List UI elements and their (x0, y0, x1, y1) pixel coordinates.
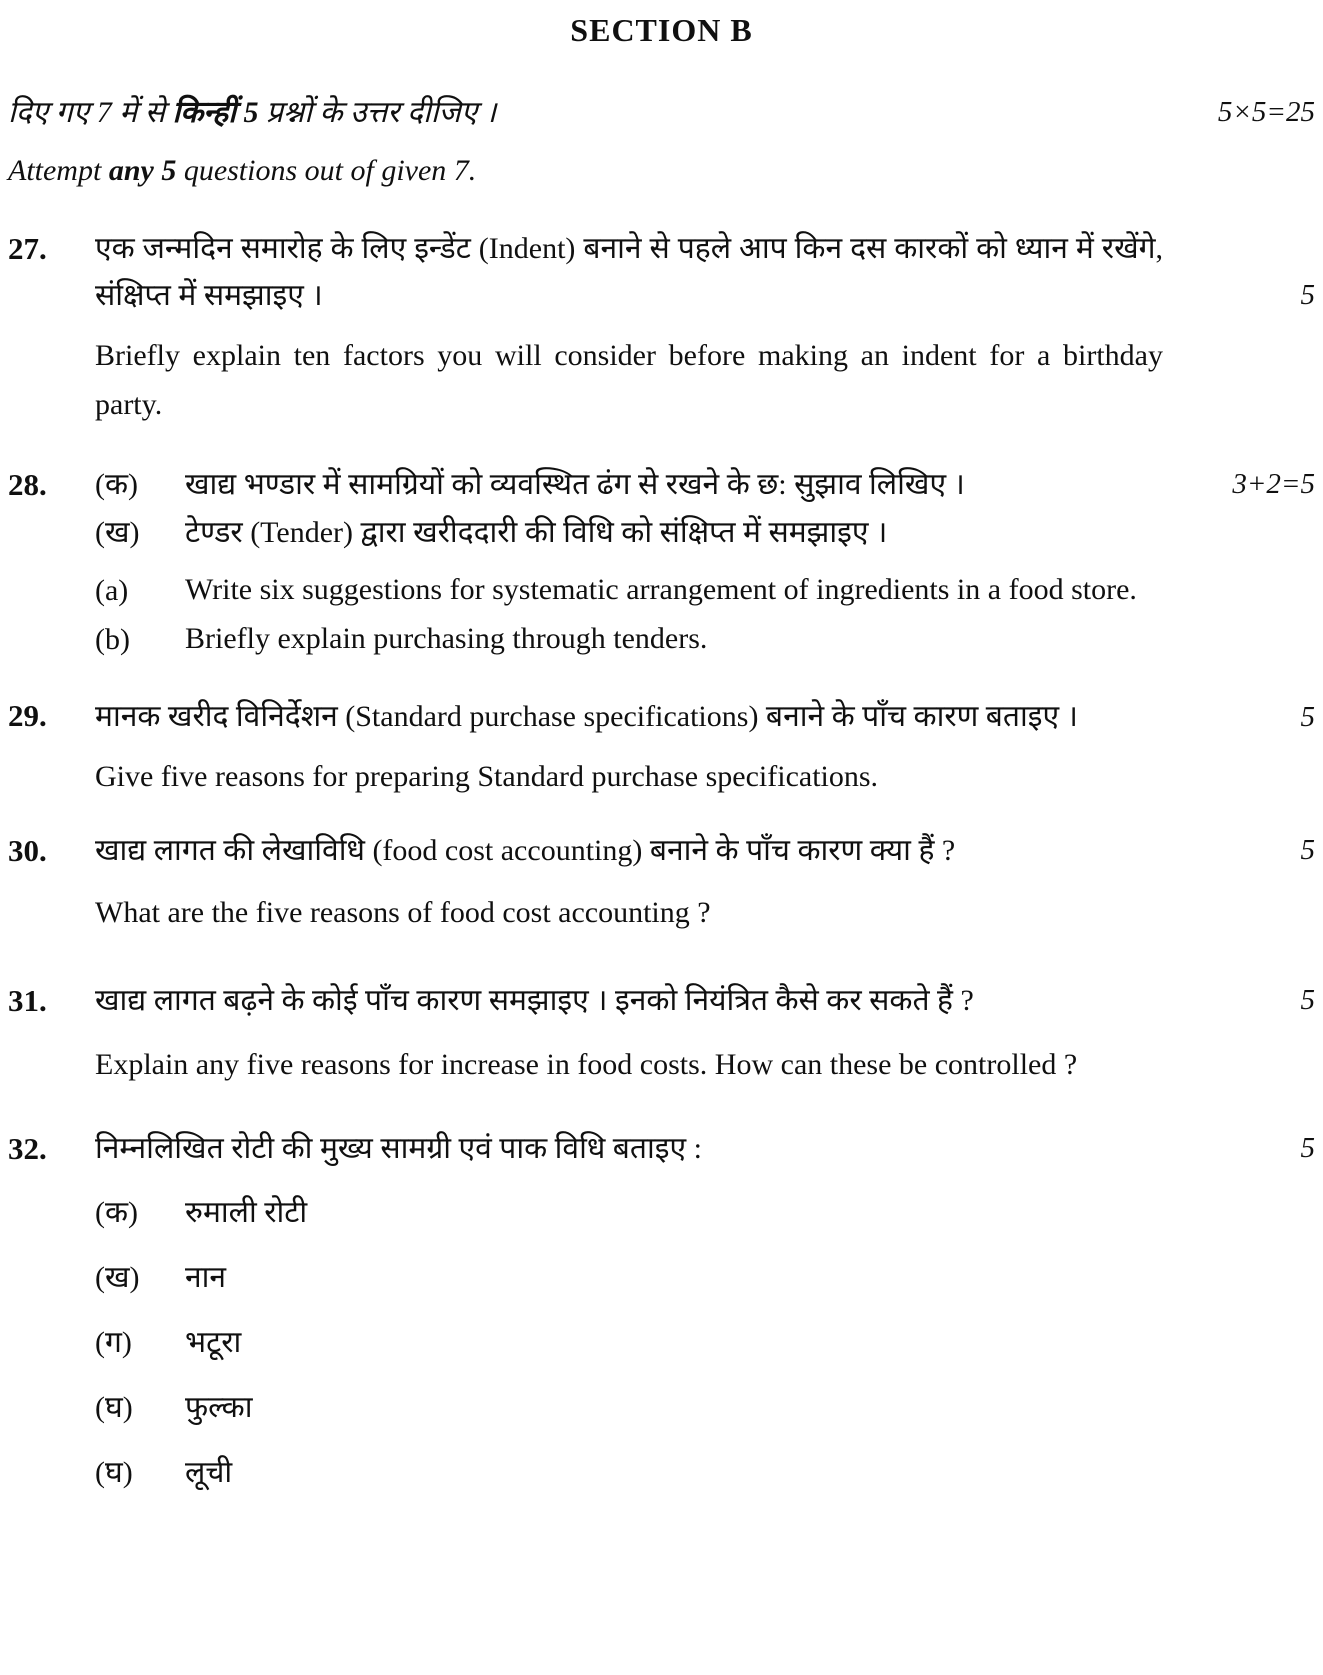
item-text: रुमाली रोटी (185, 1196, 308, 1229)
question-28-part-ka (95, 461, 1315, 508)
question-28-part-a (95, 566, 1163, 615)
item-label: (ग) (95, 1326, 132, 1359)
instruction-marks: 5×5=25 (1217, 96, 1315, 128)
item-text: भटूरा (185, 1326, 242, 1359)
question-29-hindi (95, 692, 1315, 742)
question-29-hindi-text: मानक खरीद विनिर्देशन (Standard purchase specifications) बनाने के पाँच कारण बताइए । (95, 700, 1078, 733)
question-29-number: 29. (8, 698, 47, 733)
instruction-english-bold: any 5 (108, 154, 177, 187)
list-item-luchi (95, 1449, 1163, 1497)
list-item-phulka (95, 1384, 1163, 1432)
question-27-english: Briefly explain ten factors you will consider before making an indent for a birthday party. (95, 339, 1163, 421)
instruction-hindi-bold: किन्हीं 5 (172, 96, 259, 129)
question-32-hindi (95, 1125, 1315, 1172)
question-29 (0, 692, 1323, 801)
instruction-hindi-prefix: दिए गए 7 में से (8, 96, 173, 129)
part-text: Briefly explain purchasing through tenders. (185, 622, 708, 655)
item-label: (क) (95, 1196, 139, 1229)
question-28-part-kha (95, 509, 1163, 556)
question-32-hindi-text: निम्नलिखित रोटी की मुख्य सामग्री एवं पाक विधि बताइए : (95, 1132, 702, 1165)
instruction-hindi-suffix: प्रश्नों के उत्तर दीजिए । (258, 96, 497, 129)
question-27-marks: 5 (1300, 279, 1315, 311)
item-text: लूची (185, 1456, 233, 1489)
item-text: नान (185, 1261, 227, 1294)
item-label: (ख) (95, 1261, 140, 1294)
list-item-bhatura (95, 1319, 1163, 1367)
part-text: Write six suggestions for systematic arrangement of ingredients in a food store. (185, 573, 1137, 606)
question-31-hindi-text: खाद्य लागत बढ़ने के कोई पाँच कारण समझाइए । इनको नियंत्रित कैसे कर सकते हैं ? (95, 984, 974, 1017)
question-32-number: 32. (8, 1131, 47, 1166)
part-label: (ख) (95, 516, 140, 549)
question-32 (0, 1125, 1323, 1497)
instruction-english-suffix: questions out of given 7. (176, 154, 477, 187)
instruction-english-prefix: Attempt (8, 154, 109, 187)
instruction-hindi (8, 89, 1315, 136)
question-32-marks: 5 (1300, 1132, 1315, 1164)
part-text: टेण्डर (Tender) द्वारा खरीददारी की विधि को संक्षिप्त में समझाइए । (185, 516, 888, 549)
part-label: (b) (95, 623, 130, 656)
question-31-number: 31. (8, 983, 47, 1018)
part-label: (क) (95, 468, 139, 501)
item-text: फुल्का (185, 1391, 253, 1424)
part-text: खाद्य भण्डार में सामग्रियों को व्यवस्थित ढंग से रखने के छ: सुझाव लिखिए । (185, 468, 965, 501)
question-30-number: 30. (8, 833, 47, 868)
question-31-marks: 5 (1300, 984, 1315, 1016)
question-28-number: 28. (8, 467, 47, 502)
list-item-rumali-roti (95, 1189, 1163, 1237)
question-27 (0, 225, 1323, 429)
question-28-part-b (95, 615, 1163, 664)
part-label: (a) (95, 574, 129, 607)
item-label: (घ) (95, 1456, 133, 1489)
question-30-hindi-text: खाद्य लागत की लेखाविधि (food cost accounting) बनाने के पाँच कारण क्या हैं ? (95, 834, 956, 867)
question-31 (0, 977, 1323, 1089)
question-31-hindi (95, 977, 1315, 1024)
question-27-hindi (95, 225, 1315, 319)
question-31-english: Explain any five reasons for increase in food costs. How can these be controlled ? (95, 1048, 1078, 1081)
question-27-number: 27. (8, 231, 47, 266)
question-30-english: What are the five reasons of food cost accounting ? (95, 896, 711, 929)
question-30-marks: 5 (1300, 834, 1315, 866)
instruction-english (8, 146, 1163, 195)
section-title: SECTION B (570, 12, 753, 48)
question-29-english: Give five reasons for preparing Standard purchase specifications. (95, 760, 879, 793)
instruction-block (0, 89, 1323, 195)
question-28 (0, 461, 1323, 664)
question-28-marks: 3+2=5 (1232, 468, 1315, 500)
question-29-marks: 5 (1300, 701, 1315, 733)
question-30 (0, 827, 1323, 937)
list-item-naan (95, 1254, 1163, 1302)
question-30-hindi (95, 827, 1315, 874)
item-label: (घ) (95, 1391, 133, 1424)
question-27-hindi-text: एक जन्मदिन समारोह के लिए इन्डेंट (Indent) बनाने से पहले आप किन दस कारकों को ध्यान में रखेंगे, संक्षिप्त में समझाइए । (95, 232, 1163, 312)
